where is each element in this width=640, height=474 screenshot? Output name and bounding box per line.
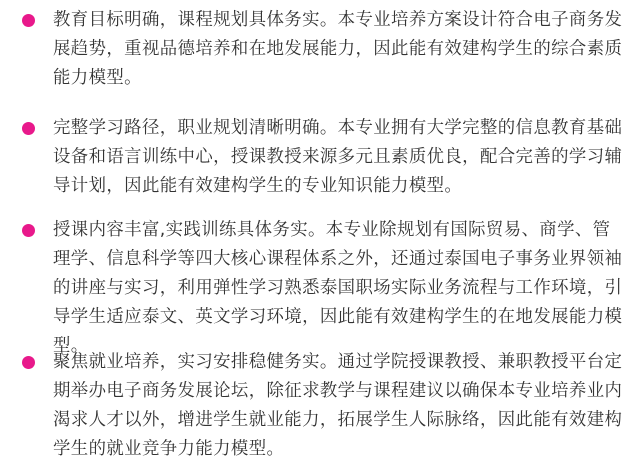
list-item-text: 完整学习路径，职业规划清晰明确。本专业拥有大学完整的信息教育基础设备和语言训练中心，授课教授来源多元且素质优良，配合完善的学习辅导计划，因此能有效建构学生的专业知识能力模型。 <box>53 118 623 196</box>
list-item-text: 授课内容丰富,实践训练具体务实。本专业除规划有国际贸易、商学、管理学、信息科学等四大核心课程体系之外，还通过泰国电子事务业界领袖的讲座与实习，利用弹性学习熟悉泰国职场实际业务流程与工作环境，引导学生适应泰文、英文学习环境，因此能有效建构学生的在地发展能力模型。 <box>53 220 623 356</box>
bullet-dot-icon <box>22 122 35 135</box>
list-item-text: 聚焦就业培养，实习安排稳健务实。通过学院授课教授、兼职教授平台定期举办电子商务发展论坛，除征求教学与课程建议以确保本专业培养业内渴求人才以外，增进学生就业能力，拓展学生人际脉络，因此能有效建构学生的就业竞争力能力模型。 <box>53 352 623 459</box>
list-item-text: 教育目标明确，课程规划具体务实。本专业培养方案设计符合电子商务发展趋势，重视品德培养和在地发展能力，因此能有效建构学生的综合素质能力模型。 <box>53 10 623 88</box>
bullet-dot-icon <box>22 14 35 27</box>
bullet-dot-icon <box>22 356 35 369</box>
bullet-dot-icon <box>22 224 35 237</box>
